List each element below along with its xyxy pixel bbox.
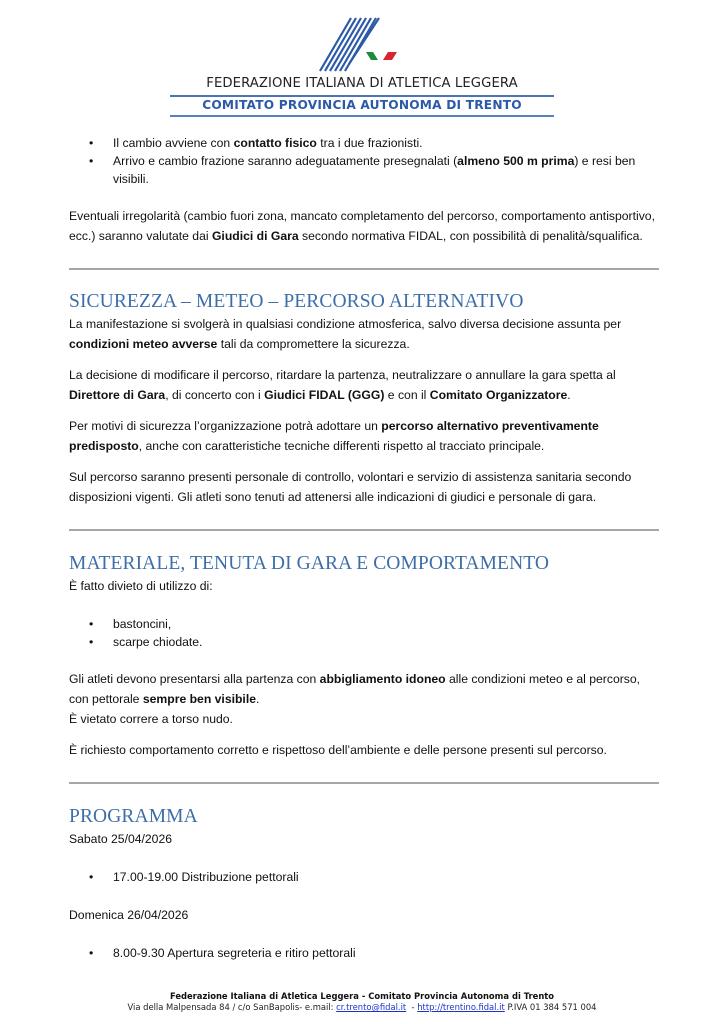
schedule-list [69, 867, 659, 887]
footer-organization: Federazione Italiana di Atletica Leggera - Comitato Provincia Autonoma di Trento [169, 991, 555, 1001]
committee-name: COMITATO PROVINCIA AUTONOMA DI TRENTO [202, 98, 522, 112]
section-divider [69, 268, 659, 270]
email-link[interactable]: cr.trento@fidal.it [336, 1002, 407, 1012]
schedule-day: Sabato 25/04/2026 [69, 832, 173, 846]
organization-name: FEDERAZIONE ITALIANA DI ATLETICA LEGGERA [206, 76, 518, 91]
paragraph: È fatto divieto di utilizzo di: [69, 579, 213, 593]
letterhead [0, 0, 724, 125]
paragraph: La decisione di modificare il percorso, ritardare la partenza, neutralizzare o annullare la gara spetta al Direttore di Gara, di concerto con i Giudici FIDAL (GGG) e con il Comitato Organizzatore. [69, 368, 616, 402]
schedule-item: • 8.00-9.30 Apertura segreteria e ritiro pettorali [69, 943, 659, 963]
paragraph: È vietato correre a torso nudo. [69, 712, 233, 726]
paragraph: Gli atleti devono presentarsi alla partenza con abbigliamento idoneo alle condizioni meteo e al percorso, con pettorale sempre ben visibile. [69, 672, 641, 706]
paragraph: Sul percorso saranno presenti personale di controllo, volontari e servizio di assistenza sanitaria secondo disposizioni vigenti. Gli atleti sono tenuti ad attenersi alle indicazioni di giudici e personale di gara. [69, 470, 632, 504]
document-body [69, 134, 659, 963]
section-title-programma: PROGRAMMA [69, 806, 198, 827]
paragraph: La manifestazione si svolgerà in qualsiasi condizione atmosferica, salvo diversa decisione assunta per condizioni meteo avverse tali da compromettere la sicurezza. [69, 317, 622, 351]
section-title-sicurezza: SICUREZZA – METEO – PERCORSO ALTERNATIVO [69, 291, 524, 312]
website-link[interactable]: http://trentino.fidal.it [417, 1002, 505, 1012]
paragraph: È richiesto comportamento corretto e rispettoso dell’ambiente e delle persone presenti sul percorso. [69, 743, 607, 757]
paragraph: Per motivi di sicurezza l’organizzazione potrà adottare un percorso alternativo preventivamente predisposto, anche con caratteristiche tecniche differenti rispetto al tracciato principale. [69, 419, 599, 453]
schedule-item: • 17.00-19.00 Distribuzione pettorali [69, 867, 659, 887]
list-item: • bastoncini, [69, 615, 659, 633]
section-title-materiale: MATERIALE, TENUTA DI GARA E COMPORTAMENTO [69, 553, 550, 574]
list-item: • Il cambio avviene con contatto fisico tra i due frazionisti. [69, 134, 659, 152]
fidal-logo-icon [318, 16, 410, 72]
schedule-list [69, 943, 659, 963]
schedule-day: Domenica 26/04/2026 [69, 908, 189, 922]
header-rule [170, 95, 554, 97]
forbidden-items-list [69, 615, 659, 651]
irregularities-paragraph: Eventuali irregolarità (cambio fuori zona, mancato completamento del percorso, comportamento antisportivo, ecc.) saranno valutate dai Giudici di Gara secondo normativa FIDAL, con possibilità di penalità/squalifica. [69, 209, 655, 243]
page-footer [0, 991, 724, 1013]
footer-contacts: Via della Malpensada 84 / c/o SanBapolis- e.mail: cr.trento@fidal.it - http://trentino.fidal.it P.IVA 01 384 571 004 [127, 1002, 597, 1012]
list-item: • scarpe chiodate. [69, 633, 659, 651]
section-divider [69, 529, 659, 531]
list-item: • Arrivo e cambio frazione saranno adeguatamente presegnalati (almeno 500 m prima) e resi ben visibili. [69, 152, 659, 188]
section-divider [69, 782, 659, 784]
relay-rules-list [69, 134, 659, 188]
header-rule [170, 115, 554, 117]
